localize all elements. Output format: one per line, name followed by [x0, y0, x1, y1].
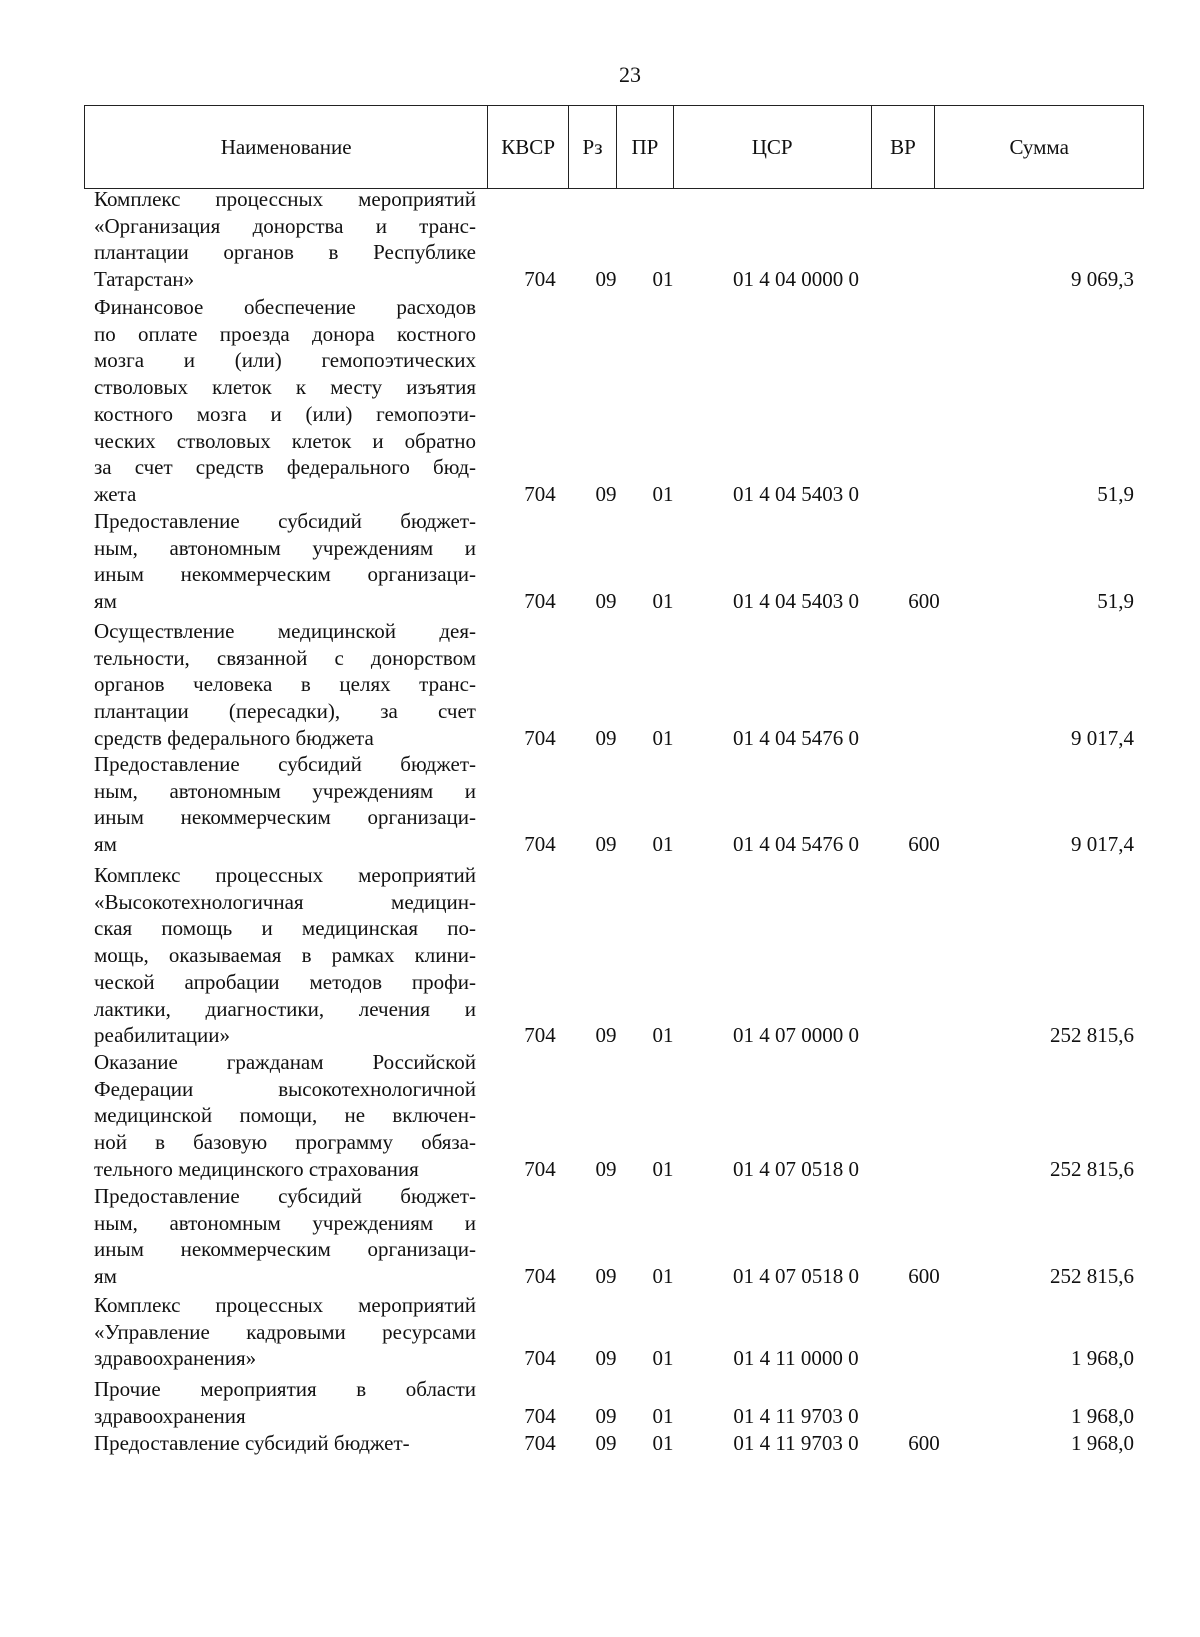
- cell-sum: 9 017,4: [1071, 832, 1134, 857]
- cell-csr: 01 4 11 9703 0: [733, 1403, 859, 1428]
- row-name-line: ям: [94, 832, 117, 857]
- row-name-line: жета: [94, 481, 137, 506]
- cell-pr: 01: [652, 725, 674, 750]
- row-name-line: «Управление кадровыми ресурсами: [94, 1319, 476, 1344]
- row-name: [94, 862, 476, 1049]
- cell-vr: 600: [908, 832, 940, 857]
- row-name-line: за счет средств федерального бюд-: [94, 455, 476, 480]
- row-name-line: органов человека в целях транс-: [94, 672, 476, 697]
- cell-pr: 01: [652, 1264, 674, 1289]
- row-name-line: ным, автономным учреждениям и: [94, 535, 476, 560]
- cell-pr: 01: [652, 589, 674, 614]
- cell-sum: 252 815,6: [1050, 1264, 1134, 1289]
- row-name-line: лактики, диагностики, лечения и: [94, 996, 476, 1021]
- row-name: [94, 294, 476, 508]
- cell-vr: 600: [908, 1264, 940, 1289]
- cell-kvsr: 704: [524, 589, 556, 614]
- row-name-line: иным некоммерческим организаци-: [94, 805, 476, 830]
- table-row: [94, 1376, 1134, 1429]
- row-name-line: костного мозга и (или) гемопоэти-: [94, 401, 476, 426]
- row-name: [94, 1430, 476, 1457]
- cell-csr: 01 4 04 0000 0: [733, 267, 859, 292]
- row-name-line: Предоставление субсидий бюджет-: [94, 752, 476, 776]
- cell-csr: 01 4 04 5403 0: [733, 589, 859, 614]
- row-name-line: медицинской помощи, не включен-: [94, 1103, 476, 1128]
- row-name-line: тельного медицинского страхования: [94, 1156, 419, 1181]
- table-row: [94, 508, 1134, 615]
- row-name-line: иным некоммерческим организаци-: [94, 562, 476, 587]
- row-name-line: ческой апробации методов профи-: [94, 969, 476, 994]
- header-sum: Сумма: [1009, 134, 1069, 159]
- cell-csr: 01 4 07 0518 0: [733, 1156, 859, 1181]
- cell-csr: 01 4 07 0518 0: [733, 1264, 859, 1289]
- header-rz: Рз: [569, 106, 617, 188]
- cell-kvsr: 704: [524, 1264, 556, 1289]
- row-name-line: Оказание гражданам Российской: [94, 1050, 476, 1074]
- cell-kvsr: 704: [524, 1346, 556, 1371]
- row-name-line: «Высокотехнологичная медицин-: [94, 889, 476, 914]
- row-name-line: стволовых клеток к месту изъятия: [94, 375, 476, 400]
- header-kvsr: КВСР: [488, 106, 569, 188]
- row-name-line: Предоставление субсидий бюджет-: [94, 1431, 410, 1455]
- table-row: [94, 186, 1134, 293]
- table-row: [94, 1430, 1134, 1457]
- row-name: [94, 1183, 476, 1290]
- cell-rz: 09: [595, 1430, 617, 1455]
- row-name-line: «Организация донорства и транс-: [94, 213, 476, 238]
- cell-csr: 01 4 11 0000 0: [733, 1346, 859, 1371]
- header-csr: ЦСР: [674, 106, 872, 188]
- row-name-line: ская помощь и медицинская по-: [94, 916, 476, 941]
- row-name: [94, 508, 476, 615]
- cell-rz: 09: [595, 589, 617, 614]
- cell-sum: 252 815,6: [1050, 1023, 1134, 1048]
- cell-vr: 600: [908, 589, 940, 614]
- row-name: [94, 1376, 476, 1429]
- header-pr: ПР: [617, 106, 674, 188]
- cell-kvsr: 704: [524, 1430, 556, 1455]
- row-name-line: Комплекс процессных мероприятий: [94, 187, 476, 211]
- row-name: [94, 186, 476, 293]
- cell-vr: 600: [908, 1430, 940, 1455]
- row-name-line: здравоохранения: [94, 1403, 246, 1428]
- cell-rz: 09: [595, 1403, 617, 1428]
- row-name-line: Осуществление медицинской дея-: [94, 619, 476, 643]
- table-row: [94, 1292, 1134, 1372]
- cell-rz: 09: [595, 1156, 617, 1181]
- table-row: [94, 751, 1134, 858]
- header-vr: ВР: [872, 106, 936, 188]
- cell-csr: 01 4 04 5476 0: [733, 832, 859, 857]
- cell-rz: 09: [595, 725, 617, 750]
- cell-pr: 01: [652, 832, 674, 857]
- row-name-line: ям: [94, 1264, 117, 1289]
- cell-kvsr: 704: [524, 481, 556, 506]
- row-name-line: Татарстан»: [94, 267, 195, 292]
- row-name-line: по оплате проезда донора костного: [94, 321, 476, 346]
- cell-pr: 01: [652, 1023, 674, 1048]
- cell-kvsr: 704: [524, 1403, 556, 1428]
- page-number: 23: [619, 62, 641, 87]
- cell-pr: 01: [652, 481, 674, 506]
- row-name-line: ным, автономным учреждениям и: [94, 1210, 476, 1235]
- header-name: Наименование: [85, 106, 488, 188]
- row-name-line: Прочие мероприятия в области: [94, 1377, 476, 1401]
- row-name: [94, 751, 476, 858]
- row-name-line: тельности, связанной с донорством: [94, 645, 476, 670]
- row-name-line: Комплекс процессных мероприятий: [94, 1293, 476, 1317]
- cell-kvsr: 704: [524, 267, 556, 292]
- table-row: [94, 1049, 1134, 1183]
- cell-sum: 252 815,6: [1050, 1156, 1134, 1181]
- row-name-line: плантации (пересадки), за счет: [94, 699, 476, 724]
- table-header: [84, 105, 1144, 189]
- cell-rz: 09: [595, 832, 617, 857]
- row-name-line: ческих стволовых клеток и обратно: [94, 428, 476, 453]
- cell-kvsr: 704: [524, 725, 556, 750]
- cell-rz: 09: [595, 481, 617, 506]
- row-name-line: иным некоммерческим организаци-: [94, 1237, 476, 1262]
- cell-pr: 01: [652, 1403, 674, 1428]
- cell-sum: 51,9: [1097, 481, 1134, 506]
- row-name: [94, 1049, 476, 1183]
- row-name-line: ным, автономным учреждениям и: [94, 778, 476, 803]
- table-row: [94, 618, 1134, 752]
- cell-csr: 01 4 04 5476 0: [733, 725, 859, 750]
- table-row: [94, 862, 1134, 1049]
- row-name-line: средств федерального бюджета: [94, 725, 374, 750]
- table-row: [94, 1183, 1134, 1290]
- row-name-line: Комплекс процессных мероприятий: [94, 863, 476, 887]
- cell-rz: 09: [595, 1264, 617, 1289]
- cell-pr: 01: [652, 1430, 674, 1455]
- cell-sum: 51,9: [1097, 589, 1134, 614]
- cell-sum: 1 968,0: [1071, 1403, 1134, 1428]
- cell-sum: 1 968,0: [1071, 1430, 1134, 1455]
- row-name-line: Предоставление субсидий бюджет-: [94, 509, 476, 533]
- row-name: [94, 1292, 476, 1372]
- cell-sum: 1 968,0: [1071, 1346, 1134, 1371]
- cell-rz: 09: [595, 1346, 617, 1371]
- row-name-line: Финансовое обеспечение расходов: [94, 295, 476, 319]
- row-name-line: здравоохранения»: [94, 1346, 257, 1371]
- cell-sum: 9 069,3: [1071, 267, 1134, 292]
- cell-rz: 09: [595, 267, 617, 292]
- cell-pr: 01: [652, 1156, 674, 1181]
- row-name-line: мозга и (или) гемопоэтических: [94, 348, 476, 373]
- cell-pr: 01: [652, 267, 674, 292]
- row-name-line: ям: [94, 589, 117, 614]
- cell-kvsr: 704: [524, 1023, 556, 1048]
- cell-csr: 01 4 11 9703 0: [733, 1430, 859, 1455]
- cell-rz: 09: [595, 1023, 617, 1048]
- cell-kvsr: 704: [524, 832, 556, 857]
- row-name-line: плантации органов в Республике: [94, 240, 476, 265]
- cell-csr: 01 4 07 0000 0: [733, 1023, 859, 1048]
- cell-sum: 9 017,4: [1071, 725, 1134, 750]
- row-name-line: ной в базовую программу обяза-: [94, 1130, 476, 1155]
- cell-pr: 01: [652, 1346, 674, 1371]
- row-name-line: мощь, оказываемая в рамках клини-: [94, 943, 476, 968]
- row-name-line: Федерации высокотехнологичной: [94, 1076, 476, 1101]
- cell-csr: 01 4 04 5403 0: [733, 481, 859, 506]
- row-name-line: реабилитации»: [94, 1023, 231, 1048]
- row-name: [94, 618, 476, 752]
- table-row: [94, 294, 1134, 508]
- cell-kvsr: 704: [524, 1156, 556, 1181]
- row-name-line: Предоставление субсидий бюджет-: [94, 1184, 476, 1208]
